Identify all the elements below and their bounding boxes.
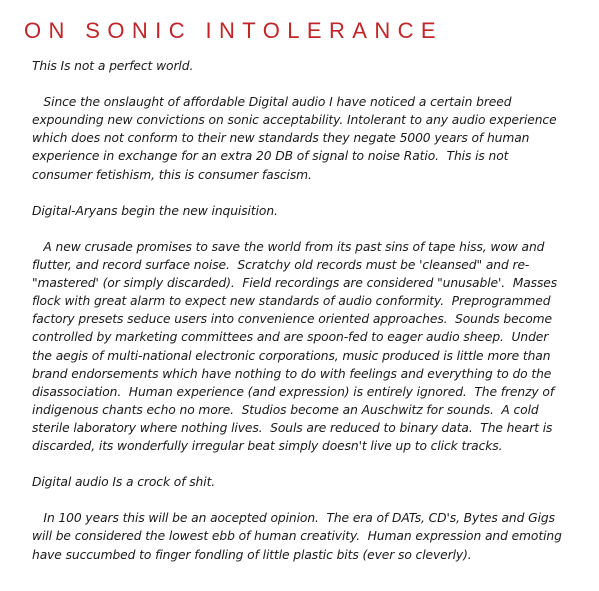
paragraph: [32, 509, 592, 563]
paragraph-gap: [32, 455, 592, 473]
paragraph-gap: [32, 75, 592, 93]
paragraph: [32, 57, 592, 75]
text-line: This Is not a perfect world.: [32, 59, 194, 73]
text-line: disassociation. Human experience (and expression) is entirely ignored. The frenzy of: [32, 384, 555, 399]
text-line: consumer fetishism, this is consumer fascism.: [32, 167, 312, 182]
text-line: will be considered the lowest ebb of human creativity. Human expression and emoting: [32, 529, 562, 544]
paragraph: [32, 202, 592, 220]
essay-body: [32, 57, 592, 564]
paragraph-gap: [32, 184, 592, 202]
paragraph: [32, 238, 592, 455]
text-line: the aegis of multi-national electronic corporations, music produced is little more than: [32, 348, 551, 363]
text-line: flock with great alarm to expect new standards of audio conformity. Preprogrammed: [32, 294, 551, 309]
text-line: have succumbed to finger fondling of little plastic bits (ever so cleverly).: [32, 547, 472, 562]
text-line: experience in exchange for an extra 20 DB of signal to noise Ratio. This is not: [32, 149, 509, 164]
text-line: Since the onslaught of affordable Digital audio I have noticed a certain breed: [32, 95, 512, 110]
text-line: indigenous chants echo no more. Studios become an Auschwitz for sounds. A cold: [32, 402, 539, 417]
paragraph-gap: [32, 220, 592, 238]
text-line: Digital-Aryans begin the new inquisition.: [32, 203, 278, 218]
text-line: Digital audio Is a crock of shit.: [32, 475, 216, 490]
text-line: flutter, and record surface noise. Scratchy old records must be 'cleansed" and re-: [32, 258, 530, 273]
page-title: ON SONIC INTOLERANCE: [24, 18, 443, 43]
text-line: controlled by marketing committees and are spoon-fed to eager audio sheep. Under: [32, 330, 549, 345]
text-line: In 100 years this will be an aocepted opinion. The era of DATs, CD's, Bytes and Gigs: [32, 511, 555, 526]
text-line: "mastered' (or simply discarded). Field recordings are considered "unusable'. Masses: [32, 276, 558, 291]
text-line: sterile laboratory where nothing lives. Souls are reduced to binary data. The heart is: [32, 420, 553, 435]
text-line: which does not conform to their new standards they negate 5000 years of human: [32, 131, 530, 146]
text-line: expounding new convictions on sonic acceptability. Intolerant to any audio experience: [32, 113, 557, 128]
text-line: discarded, its wonderfully irregular beat simply doesn't live up to click tracks.: [32, 438, 503, 453]
paragraph: [32, 473, 592, 491]
paragraph: [32, 93, 592, 183]
text-line: brand endorsements which have nothing to do with feelings and everything to do the: [32, 366, 552, 381]
text-line: A new crusade promises to save the world from its past sins of tape hiss, wow and: [32, 239, 545, 254]
text-line: factory presets seduce users into convenience oriented approaches. Sounds become: [32, 312, 552, 327]
paragraph-gap: [32, 491, 592, 509]
